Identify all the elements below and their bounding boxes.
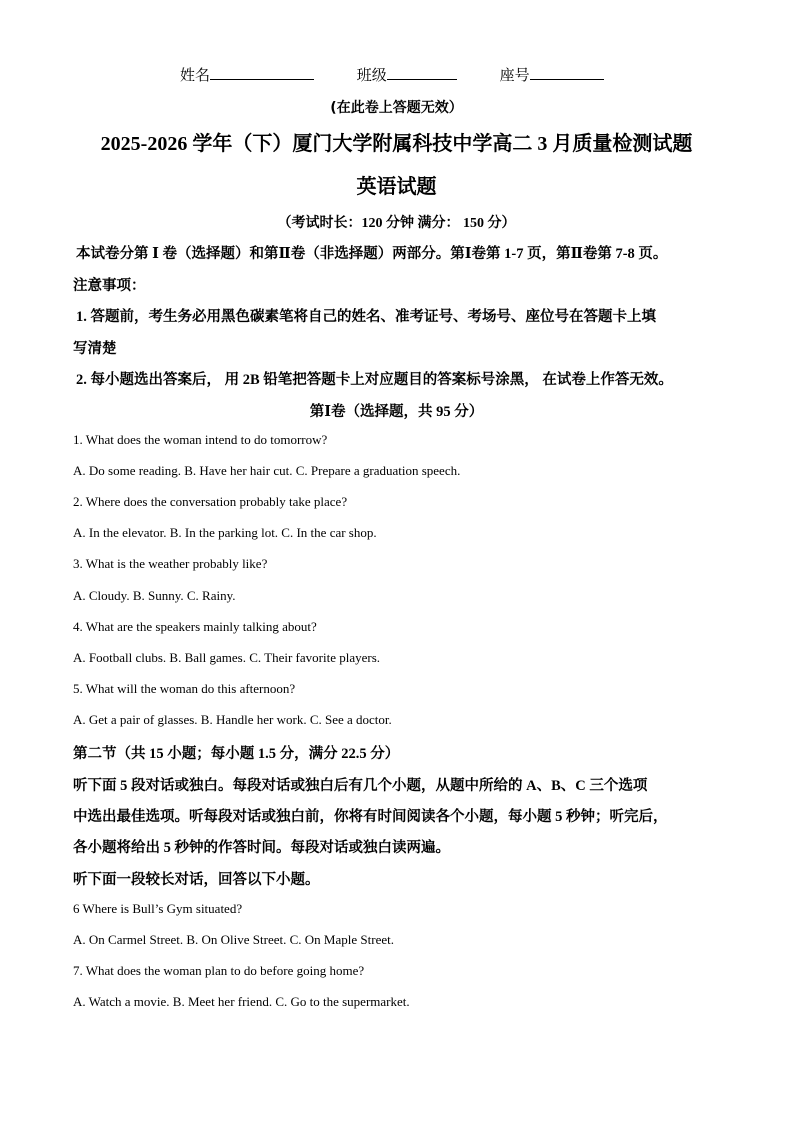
class-field[interactable] (357, 64, 457, 85)
question-4: 4. What are the speakers mainly talking about? (73, 619, 317, 634)
question-3-options: A. Cloudy. B. Sunny. C. Rainy. (73, 588, 236, 603)
question-6-options: A. On Carmel Street. B. On Olive Street. C. On Maple Street. (73, 932, 394, 947)
name-field[interactable] (180, 64, 314, 85)
question-2-options: A. In the elevator. B. In the parking lot. C. In the car shop. (73, 525, 377, 540)
section-2-directions-line-3: 各小题将给出 5 秒钟的作答时间。每段对话或独白读两遍。 (73, 840, 450, 856)
question-1-options: A. Do some reading. B. Have her hair cut. C. Prepare a graduation speech. (73, 463, 461, 478)
note-1-line-2: 写清楚 (73, 341, 117, 357)
question-6: 6 Where is Bull’s Gym situated? (73, 901, 243, 916)
invalid-answer-note: (在此卷上答题无效） (330, 100, 463, 116)
question-7-options: A. Watch a movie. B. Meet her friend. C. Go to the supermarket. (73, 994, 410, 1009)
seat-label: 座号 (499, 66, 530, 84)
question-7: 7. What does the woman plan to do before going home? (73, 963, 365, 978)
section-2-directions-line-2: 中选出最佳选项。听每段对话或独白前，你将有时间阅读各个小题，每小题 5 秒钟；听完后， (73, 809, 668, 825)
subject-title: 英语试题 (356, 174, 437, 198)
dialogue-intro: 听下面一段较长对话，回答以下小题。 (73, 872, 320, 888)
student-info-row (180, 64, 642, 85)
name-label: 姓名 (180, 66, 211, 84)
exam-meta: （考试时长：120 分钟 满分： 150 分） (277, 216, 516, 231)
section-2-directions-line-1: 听下面 5 段对话或独白。每段对话或独白后有几个小题，从题中所给的 A、B、C 三个选项 (73, 778, 648, 794)
exam-title: 2025-2026 学年（下）厦门大学附属科技中学高二 3 月质量检测试题 (100, 133, 693, 155)
notes-heading: 注意事项： (73, 278, 146, 294)
part-1-heading: 第Ⅰ卷（选择题，共 95 分） (309, 404, 484, 420)
seat-field[interactable] (500, 64, 604, 85)
question-5-options: A. Get a pair of glasses. B. Handle her work. C. See a doctor. (73, 712, 392, 727)
name-blank[interactable] (210, 65, 314, 80)
question-2: 2. Where does the conversation probably take place? (73, 494, 348, 509)
question-4-options: A. Football clubs. B. Ball games. C. Their favorite players. (73, 650, 381, 665)
class-blank[interactable] (387, 65, 457, 80)
note-2: 2. 每小题选出答案后， 用 2B 铅笔把答题卡上对应题目的答案标号涂黑， 在试卷上作答无效。 (76, 372, 673, 388)
question-1: 1. What does the woman intend to do tomorrow? (73, 432, 328, 447)
paper-structure-text: 本试卷分第 Ⅰ 卷（选择题）和第Ⅱ卷（非选择题）两部分。第Ⅰ卷第 1-7 页，第Ⅱ卷第 7-8 页。 (76, 246, 668, 262)
seat-blank[interactable] (530, 65, 604, 80)
question-3: 3. What is the weather probably like? (73, 556, 268, 571)
question-5: 5. What will the woman do this afternoon? (73, 681, 296, 696)
section-2-heading: 第二节（共 15 小题；每小题 1.5 分，满分 22.5 分） (73, 746, 400, 762)
class-label: 班级 (356, 66, 387, 84)
note-1-line-1: 1. 答题前，考生务必用黑色碳素笔将自己的姓名、准考证号、考场号、座位号在答题卡上填 (76, 309, 656, 325)
